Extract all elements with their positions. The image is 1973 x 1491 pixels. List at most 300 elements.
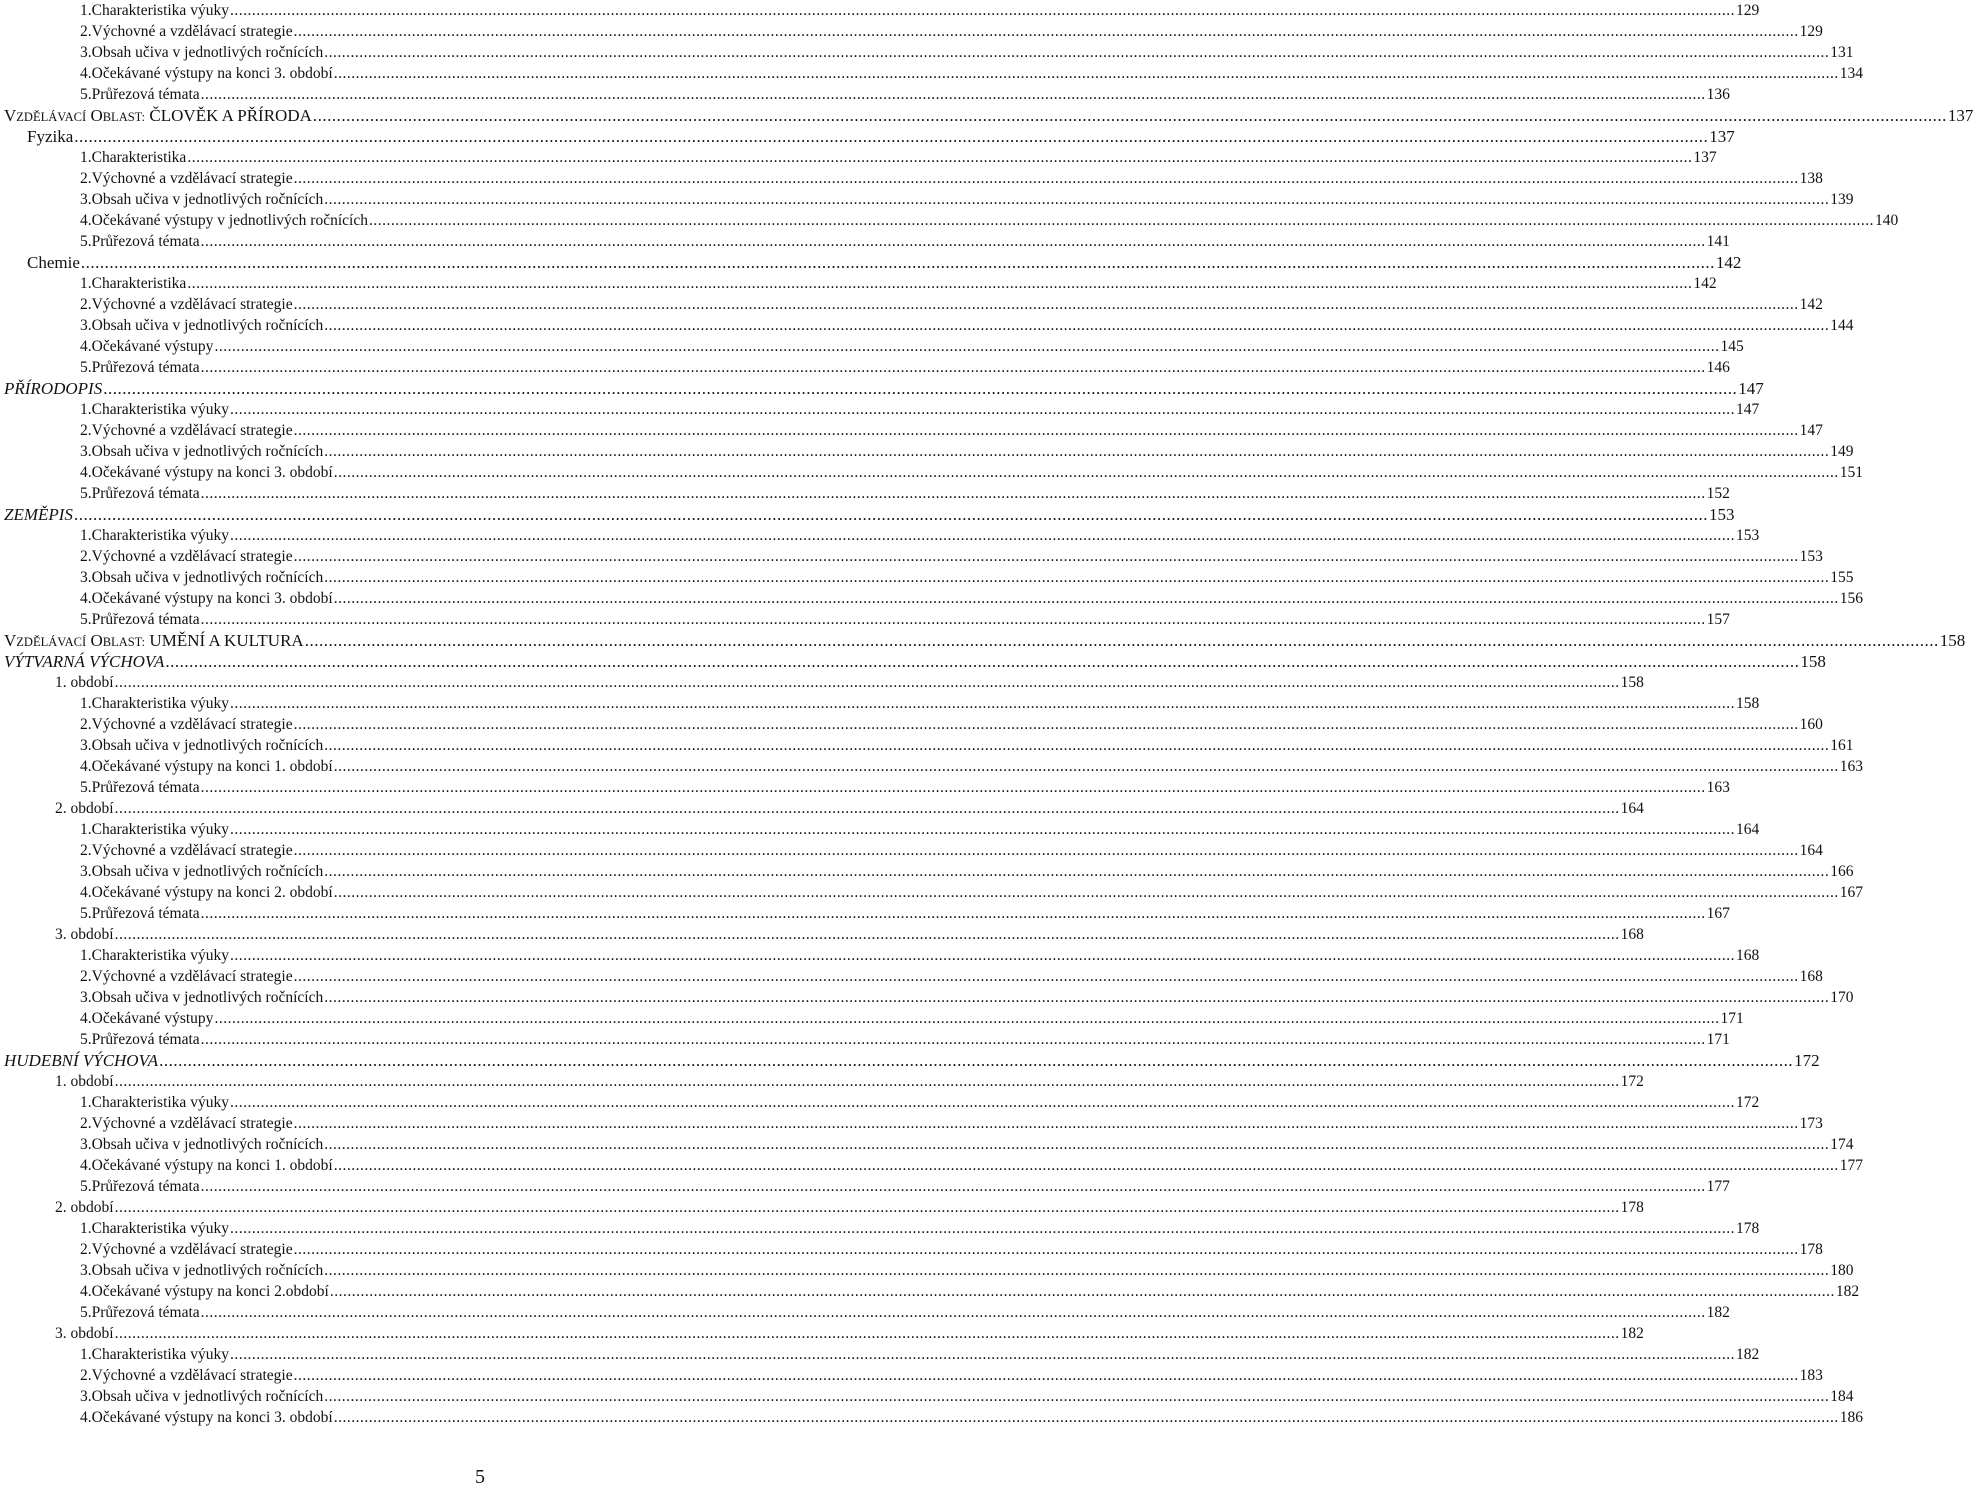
dot-leader	[214, 336, 1719, 357]
toc-entry-page: 146	[1706, 359, 1730, 376]
toc-entry-number: 2.	[80, 716, 92, 733]
toc-entry-title: HUDEBNÍ VÝCHOVA	[4, 1051, 159, 1070]
dot-leader	[324, 42, 1829, 63]
toc-entry-number: 4.	[80, 1283, 92, 1300]
toc-entry-title: Očekávané výstupy na konci 3. období	[91, 590, 333, 607]
toc-entry-title: 3. období	[55, 1325, 114, 1342]
toc-entry-page: 156	[1839, 590, 1863, 607]
toc-entry-page: 153	[1799, 548, 1823, 565]
toc-entry[interactable]	[0, 315, 1854, 336]
toc-entry-number: 3.	[80, 317, 92, 334]
toc-entry[interactable]	[0, 252, 1742, 273]
dot-leader	[230, 819, 1735, 840]
dot-leader	[324, 567, 1829, 588]
toc-entry-number: 2.	[80, 968, 92, 985]
toc-entry-page: 158	[1939, 631, 1966, 650]
toc-entry-number: 3.	[80, 1262, 92, 1279]
toc-entry-page: 168	[1620, 926, 1644, 943]
toc-entry-number: 5.	[80, 359, 92, 376]
toc-entry-number: 5.	[80, 233, 92, 250]
toc-entry-page: 145	[1720, 338, 1744, 355]
toc-entry-number: 5.	[80, 779, 92, 796]
toc-entry-title: Charakteristika	[91, 275, 187, 292]
toc-entry-title: Obsah učiva v jednotlivých ročnících	[91, 1388, 324, 1405]
toc-entry-number: 3.	[80, 191, 92, 208]
toc-entry-title: Obsah učiva v jednotlivých ročnících	[91, 443, 324, 460]
toc-entry[interactable]	[0, 462, 1863, 483]
toc-entry-number: 1.	[80, 401, 92, 418]
toc-entry-number: 5.	[80, 1304, 92, 1321]
dot-leader	[230, 399, 1735, 420]
toc-entry-page: 139	[1830, 191, 1854, 208]
toc-entry-number: 3.	[80, 569, 92, 586]
toc-entry-title: Výchovné a vzdělávací strategie	[91, 170, 293, 187]
dot-leader	[313, 105, 1947, 126]
dot-leader	[294, 546, 1799, 567]
dot-leader	[201, 84, 1706, 105]
toc-entry-page: 167	[1706, 905, 1730, 922]
toc-entry-number: 5.	[80, 86, 92, 103]
dot-leader	[294, 420, 1799, 441]
toc-entry-number: 1.	[80, 527, 92, 544]
dot-leader	[324, 1134, 1829, 1155]
toc-entry[interactable]	[0, 588, 1863, 609]
toc-entry-number: 5.	[80, 611, 92, 628]
toc-entry-page: 177	[1706, 1178, 1730, 1195]
toc-entry-page: 174	[1830, 1136, 1854, 1153]
toc-entry-title: Výchovné a vzdělávací strategie	[91, 1115, 293, 1132]
dot-leader	[115, 924, 1620, 945]
toc-entry-number: 4.	[80, 212, 92, 229]
toc-entry[interactable]	[0, 1344, 1760, 1365]
dot-leader	[103, 378, 1737, 399]
toc-entry[interactable]	[0, 777, 1730, 798]
toc-entry[interactable]	[0, 966, 1823, 987]
toc-entry-number: 4.	[80, 590, 92, 607]
dot-leader	[369, 210, 1874, 231]
toc-entry-page: 164	[1799, 842, 1823, 859]
toc-entry-number: 3.	[80, 44, 92, 61]
toc-entry-title: Chemie	[27, 253, 80, 272]
toc-entry-page: 137	[1947, 106, 1973, 125]
dot-leader	[334, 756, 1839, 777]
toc-entry[interactable]	[0, 420, 1823, 441]
toc-entry[interactable]	[0, 126, 1735, 147]
dot-leader	[324, 735, 1829, 756]
dot-leader	[230, 693, 1735, 714]
toc-entry-number: 2.	[80, 170, 92, 187]
toc-entry[interactable]	[0, 1029, 1730, 1050]
toc-entry-title: Průřezová témata	[91, 1031, 200, 1048]
toc-entry-page: 153	[1708, 505, 1735, 524]
dot-leader	[294, 714, 1799, 735]
toc-entry[interactable]	[0, 987, 1854, 1008]
toc-entry-title: Charakteristika výuky	[91, 695, 229, 712]
toc-entry[interactable]	[0, 1281, 1860, 1302]
toc-entry[interactable]	[0, 693, 1760, 714]
toc-entry[interactable]	[0, 1365, 1823, 1386]
toc-entry[interactable]	[0, 1113, 1823, 1134]
toc-entry-title: Výchovné a vzdělávací strategie	[91, 1367, 293, 1384]
dot-leader	[201, 903, 1706, 924]
dot-leader	[324, 1386, 1829, 1407]
toc-entry-title: Očekávané výstupy na konci 3. období	[91, 464, 333, 481]
dot-leader	[165, 651, 1799, 672]
dot-leader	[294, 1113, 1799, 1134]
dot-leader	[324, 987, 1829, 1008]
toc-entry-page: 182	[1735, 1346, 1760, 1363]
toc-entry[interactable]	[0, 651, 1826, 672]
toc-entry-page: 182	[1620, 1325, 1644, 1342]
dot-leader	[115, 672, 1620, 693]
toc-entry-page: 172	[1620, 1073, 1644, 1090]
toc-entry-title: Charakteristika	[91, 149, 187, 166]
toc-entry[interactable]	[0, 1008, 1744, 1029]
toc-entry-title: PŘÍRODOPIS	[4, 379, 103, 398]
toc-entry[interactable]	[0, 1218, 1760, 1239]
dot-leader	[324, 861, 1829, 882]
toc-entry-page: 142	[1799, 296, 1823, 313]
toc-entry-page: 129	[1735, 2, 1760, 19]
dot-leader	[230, 525, 1735, 546]
toc-entry[interactable]	[0, 336, 1744, 357]
toc-entry[interactable]	[0, 0, 1760, 21]
toc-entry-page: 153	[1735, 527, 1760, 544]
toc-entry-title: Výchovné a vzdělávací strategie	[91, 716, 293, 733]
toc-entry-page: 131	[1830, 44, 1854, 61]
toc-entry-title: Charakteristika výuky	[91, 401, 229, 418]
toc-entry-number: 2.	[80, 842, 92, 859]
toc-entry[interactable]	[0, 546, 1823, 567]
dot-leader	[324, 1260, 1829, 1281]
toc-entry-page: 134	[1839, 65, 1863, 82]
toc-entry-title: Obsah učiva v jednotlivých ročnících	[91, 191, 324, 208]
toc-entry-page: 183	[1799, 1367, 1823, 1384]
dot-leader	[230, 1218, 1735, 1239]
toc-entry[interactable]	[0, 819, 1760, 840]
toc-entry[interactable]	[0, 1071, 1644, 1092]
toc-entry-number: 5.	[80, 485, 92, 502]
toc-entry-number: 3.	[80, 1388, 92, 1405]
toc-entry[interactable]	[0, 147, 1717, 168]
toc-entry[interactable]	[0, 840, 1823, 861]
toc-entry-page: 137	[1693, 149, 1717, 166]
toc-entry-title: Očekávané výstupy na konci 2. období	[91, 884, 333, 901]
toc-entry-title: Výchovné a vzdělávací strategie	[91, 296, 293, 313]
dot-leader	[294, 840, 1799, 861]
toc-entry[interactable]	[0, 924, 1644, 945]
toc-entry[interactable]	[0, 630, 1966, 651]
toc-entry[interactable]	[0, 294, 1823, 315]
dot-leader	[115, 798, 1620, 819]
dot-leader	[159, 1050, 1793, 1071]
toc-entry-page: 157	[1706, 611, 1730, 628]
dot-leader	[201, 777, 1706, 798]
toc-entry-page: 161	[1830, 737, 1854, 754]
toc-entry[interactable]	[0, 945, 1760, 966]
toc-entry-page: 129	[1799, 23, 1823, 40]
toc-entry-page: 158	[1800, 652, 1826, 671]
dot-leader	[294, 966, 1799, 987]
toc-entry-number: 2.	[80, 1115, 92, 1132]
toc-entry[interactable]	[0, 1092, 1760, 1113]
dot-leader	[305, 630, 1939, 651]
toc-entry[interactable]	[0, 1260, 1854, 1281]
toc-entry-number: 5.	[80, 1031, 92, 1048]
toc-entry[interactable]	[0, 189, 1854, 210]
dot-leader	[201, 357, 1706, 378]
toc-entry-page: 142	[1693, 275, 1717, 292]
toc-entry[interactable]	[0, 861, 1854, 882]
toc-entry[interactable]	[0, 1050, 1820, 1071]
dot-leader	[201, 1176, 1706, 1197]
toc-entry[interactable]	[0, 714, 1823, 735]
toc-entry-number: 4.	[80, 65, 92, 82]
toc-entry-title: Průřezová témata	[91, 611, 200, 628]
toc-entry[interactable]	[0, 105, 1973, 126]
toc-entry-page: 178	[1735, 1220, 1760, 1237]
toc-entry-title: Výchovné a vzdělávací strategie	[91, 422, 293, 439]
toc-entry-number: 1.	[80, 695, 92, 712]
dot-leader	[201, 1302, 1706, 1323]
dot-leader	[115, 1071, 1620, 1092]
toc-entry-title: VZDĚLÁVACÍ OBLAST: UMĚNÍ A KULTURA	[4, 631, 304, 650]
dot-leader	[294, 1239, 1799, 1260]
toc-entry[interactable]	[0, 231, 1730, 252]
toc-entry-number: 4.	[80, 884, 92, 901]
toc-entry[interactable]	[0, 273, 1717, 294]
toc-entry-title: Průřezová témata	[91, 1178, 200, 1195]
toc-entry-number: 4.	[80, 338, 92, 355]
toc-entry[interactable]	[0, 1155, 1863, 1176]
toc-entry-title: Očekávané výstupy na konci 3. období	[91, 65, 333, 82]
toc-entry-title: Průřezová témata	[91, 233, 200, 250]
toc-entry-page: 158	[1735, 695, 1760, 712]
toc-entry-number: 4.	[80, 1157, 92, 1174]
toc-entry-title: Výchovné a vzdělávací strategie	[91, 548, 293, 565]
toc-entry-title: Výchovné a vzdělávací strategie	[91, 23, 293, 40]
toc-entry[interactable]	[0, 1407, 1863, 1428]
toc-entry-title: Výchovné a vzdělávací strategie	[91, 968, 293, 985]
toc-entry-page: 163	[1706, 779, 1730, 796]
toc-entry[interactable]	[0, 525, 1760, 546]
toc-entry-title: Výchovné a vzdělávací strategie	[91, 1241, 293, 1258]
dot-leader	[214, 1008, 1719, 1029]
toc-entry-title: Charakteristika výuky	[91, 821, 229, 838]
toc-entry-number: 1.	[80, 149, 92, 166]
dot-leader	[334, 882, 1839, 903]
toc-entry-title: 2. období	[55, 800, 114, 817]
dot-leader	[294, 21, 1799, 42]
toc-entry-title: Průřezová témata	[91, 359, 200, 376]
toc-entry[interactable]	[0, 672, 1644, 693]
toc-entry-page: 170	[1830, 989, 1854, 1006]
toc-entry-title: Průřezová témata	[91, 905, 200, 922]
toc-entry[interactable]	[0, 882, 1863, 903]
toc-entry-number: 1.	[80, 947, 92, 964]
toc-entry-number: 4.	[80, 758, 92, 775]
toc-entry-number: 4.	[80, 464, 92, 481]
toc-entry-page: 140	[1874, 212, 1899, 229]
toc-entry[interactable]	[0, 378, 1764, 399]
toc-entry-title: Obsah učiva v jednotlivých ročnících	[91, 863, 324, 880]
dot-leader	[294, 1365, 1799, 1386]
toc-entry-title: Charakteristika výuky	[91, 527, 229, 544]
dot-leader	[334, 63, 1839, 84]
toc-entry-page: 163	[1839, 758, 1863, 775]
toc-entry-title: Očekávané výstupy	[91, 338, 214, 355]
toc-entry-page: 152	[1706, 485, 1730, 502]
toc-entry-page: 186	[1839, 1409, 1863, 1426]
toc-entry-title: Charakteristika výuky	[91, 2, 229, 19]
toc-entry-page: 136	[1706, 86, 1730, 103]
toc-entry[interactable]	[0, 63, 1863, 84]
toc-entry[interactable]	[0, 903, 1730, 924]
toc-entry[interactable]	[0, 609, 1730, 630]
toc-entry[interactable]	[0, 21, 1823, 42]
toc-entry-number: 2.	[80, 1241, 92, 1258]
toc-entry-number: 5.	[80, 905, 92, 922]
toc-entry-number: 3.	[80, 863, 92, 880]
toc-entry-title: Fyzika	[27, 127, 74, 146]
toc-entry-page: 166	[1830, 863, 1854, 880]
toc-entry-title: Charakteristika výuky	[91, 1220, 229, 1237]
toc-entry-page: 147	[1735, 401, 1760, 418]
toc-entry[interactable]	[0, 1323, 1644, 1344]
toc-entry-page: 147	[1799, 422, 1823, 439]
toc-entry-title: 1. období	[55, 1073, 114, 1090]
toc-entry[interactable]	[0, 1197, 1644, 1218]
toc-entry[interactable]	[0, 1386, 1854, 1407]
toc-entry-number: 2.	[80, 1367, 92, 1384]
toc-entry[interactable]	[0, 504, 1735, 525]
toc-entry-number: 4.	[80, 1010, 92, 1027]
toc-entry[interactable]	[0, 735, 1854, 756]
toc-entry-page: 177	[1839, 1157, 1863, 1174]
toc-entry[interactable]	[0, 483, 1730, 504]
toc-entry-number: 1.	[80, 1346, 92, 1363]
toc-entry-title: Obsah učiva v jednotlivých ročnících	[91, 44, 324, 61]
toc-entry-title: VÝTVARNÁ VÝCHOVA	[4, 652, 165, 671]
toc-entry-title: Průřezová témata	[91, 779, 200, 796]
dot-leader	[187, 273, 1692, 294]
dot-leader	[334, 588, 1839, 609]
dot-leader	[334, 462, 1839, 483]
toc-entry-page: 171	[1706, 1031, 1730, 1048]
dot-leader	[230, 1092, 1735, 1113]
toc-entry-page: 178	[1620, 1199, 1644, 1216]
toc-entry-number: 2.	[80, 422, 92, 439]
toc-entry-title: Průřezová témata	[91, 485, 200, 502]
toc-entry-title: Charakteristika výuky	[91, 1094, 229, 1111]
toc-entry[interactable]	[0, 210, 1899, 231]
toc-entry-title: Výchovné a vzdělávací strategie	[91, 842, 293, 859]
toc-entry-page: 151	[1839, 464, 1863, 481]
toc-entry-page: 168	[1799, 968, 1823, 985]
dot-leader	[330, 1281, 1835, 1302]
toc-entry-page: 158	[1620, 674, 1644, 691]
toc-entry-title: 2. období	[55, 1199, 114, 1216]
toc-entry-title: Očekávané výstupy na konci 2.období	[91, 1283, 329, 1300]
toc-entry[interactable]	[0, 441, 1854, 462]
dot-leader	[230, 0, 1735, 21]
dot-leader	[230, 1344, 1735, 1365]
dot-leader	[324, 189, 1829, 210]
toc-entry[interactable]	[0, 1134, 1854, 1155]
dot-leader	[81, 252, 1715, 273]
toc-entry-title: Obsah učiva v jednotlivých ročnících	[91, 1262, 324, 1279]
toc-entry-title: 3. období	[55, 926, 114, 943]
toc-entry-page: 147	[1738, 379, 1764, 398]
toc-entry-number: 5.	[80, 1178, 92, 1195]
dot-leader	[201, 1029, 1706, 1050]
toc-entry[interactable]	[0, 1239, 1823, 1260]
toc-entry-page: 184	[1830, 1388, 1854, 1405]
toc-entry-number: 1.	[80, 821, 92, 838]
toc-entry-title: Očekávané výstupy v jednotlivých ročnících	[91, 212, 368, 229]
toc-entry-number: 1.	[80, 1094, 92, 1111]
toc-entry-number: 2.	[80, 548, 92, 565]
toc-entry-page: 137	[1709, 127, 1735, 146]
dot-leader	[115, 1323, 1620, 1344]
toc-entry-page: 164	[1620, 800, 1644, 817]
toc-entry-number: 2.	[80, 296, 92, 313]
toc-entry-title: Obsah učiva v jednotlivých ročnících	[91, 317, 324, 334]
toc-entry-title: 1. období	[55, 674, 114, 691]
toc-entry-page: 167	[1839, 884, 1863, 901]
page-number: 5	[475, 1466, 485, 1488]
toc-entry-page: 173	[1799, 1115, 1823, 1132]
dot-leader	[201, 483, 1706, 504]
toc-entry-page: 144	[1830, 317, 1854, 334]
toc-entry-number: 3.	[80, 443, 92, 460]
toc-entry[interactable]	[0, 1176, 1730, 1197]
toc-entry-number: 4.	[80, 1409, 92, 1426]
toc-entry-title: Charakteristika výuky	[91, 947, 229, 964]
toc-entry-page: 178	[1799, 1241, 1823, 1258]
toc-entry[interactable]	[0, 357, 1730, 378]
toc-entry[interactable]	[0, 567, 1854, 588]
toc-entry[interactable]	[0, 1302, 1730, 1323]
toc-entry-title: Očekávané výstupy na konci 3. období	[91, 1409, 333, 1426]
toc-entry-page: 138	[1799, 170, 1823, 187]
toc-entry-number: 3.	[80, 737, 92, 754]
toc-entry-title: Obsah učiva v jednotlivých ročnících	[91, 989, 324, 1006]
toc-entry-title: Obsah učiva v jednotlivých ročnících	[91, 569, 324, 586]
toc-entry-page: 182	[1835, 1283, 1860, 1300]
toc-entry-title: Průřezová témata	[91, 86, 200, 103]
toc-entry[interactable]	[0, 168, 1823, 189]
toc-entry-number: 1.	[80, 2, 92, 19]
toc-entry[interactable]	[0, 42, 1854, 63]
toc-entry-page: 172	[1735, 1094, 1760, 1111]
dot-leader	[201, 609, 1706, 630]
toc-entry-title: Charakteristika výuky	[91, 1346, 229, 1363]
toc-entry[interactable]	[0, 84, 1730, 105]
toc-entry-title: Obsah učiva v jednotlivých ročnících	[91, 737, 324, 754]
toc-entry-title: Očekávané výstupy	[91, 1010, 214, 1027]
toc-entry[interactable]	[0, 798, 1644, 819]
toc-entry-title: ZEMĚPIS	[4, 505, 73, 524]
toc-entry-page: 141	[1706, 233, 1730, 250]
toc-entry-title: VZDĚLÁVACÍ OBLAST: ČLOVĚK A PŘÍRODA	[4, 106, 312, 125]
toc-entry-number: 1.	[80, 1220, 92, 1237]
dot-leader	[230, 945, 1735, 966]
toc-entry[interactable]	[0, 756, 1863, 777]
toc-entry[interactable]	[0, 399, 1760, 420]
dot-leader	[324, 315, 1829, 336]
toc-entry-number: 3.	[80, 1136, 92, 1153]
